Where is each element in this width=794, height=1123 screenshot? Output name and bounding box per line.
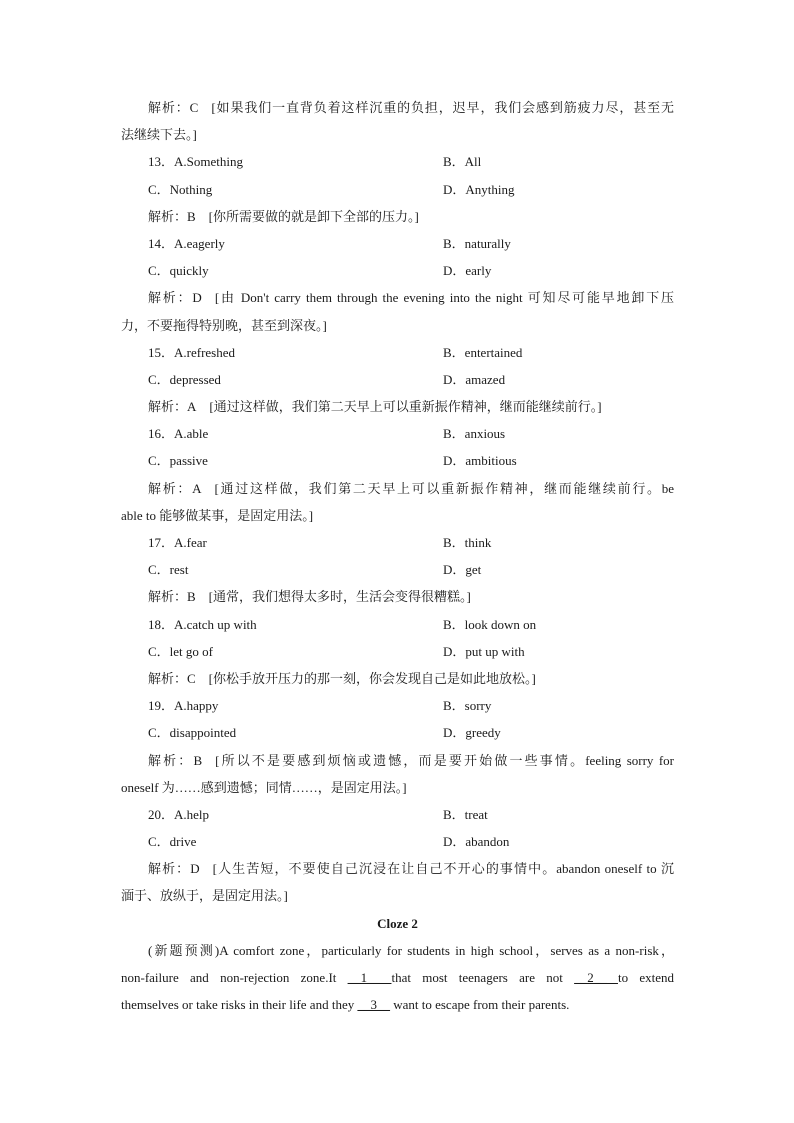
explanation-label: 解析：C (148, 670, 196, 686)
explanation-line (121, 393, 674, 420)
option-row (121, 420, 674, 447)
passage-line (121, 991, 674, 1018)
option-row (121, 366, 674, 393)
option-right: D．Anything (443, 181, 515, 197)
explanation-label: 解析：D (148, 861, 200, 877)
option-row (121, 148, 674, 175)
option-right: B．think (443, 535, 492, 550)
passage-text: themselves or take risks in their life and they (121, 997, 358, 1013)
option-left: C．Nothing (148, 181, 213, 197)
explanation-continuation: oneself 为……感到遗憾；同情……，是固定用法。] (121, 779, 407, 795)
passage-text: non-failure and non-rejection zone.It (121, 970, 348, 985)
explanation-text: [由 Don't carry them through the evening into the night 可知尽可能早地卸下压 (214, 290, 674, 306)
option-row (121, 611, 674, 638)
explanation-label: 解析：D (148, 290, 202, 306)
passage-text: want to escape from their parents. (389, 997, 570, 1013)
option-row (121, 257, 674, 284)
option-row (121, 719, 674, 746)
explanation-line (121, 94, 674, 121)
explanation-label: 解析：B (148, 752, 203, 768)
explanation-label: 解析：A (148, 480, 202, 496)
option-right: B．naturally (443, 235, 511, 251)
option-right: D．put up with (443, 643, 525, 659)
option-row (121, 339, 674, 366)
option-left: C．disappointed (148, 725, 237, 741)
option-right: D．ambitious (443, 453, 517, 469)
blank-2: __2__ (574, 970, 618, 985)
section-title: Cloze 2 (377, 915, 418, 931)
explanation-text: [如果我们一直背负着这样沉重的负担，迟早，我们会感到筋疲力尽，甚至无 (211, 100, 674, 115)
option-left: C．depressed (148, 371, 221, 387)
explanation-label: 解析：B (148, 208, 196, 224)
passage-line: (新题预测)A comfort zone，particularly for students in high school，serves as a non-risk， (148, 942, 674, 958)
passage-text: that most teenagers are not (391, 970, 575, 985)
option-right: B．All (443, 154, 482, 170)
answer-key-content (121, 94, 674, 1018)
option-row (121, 529, 674, 556)
option-row (121, 230, 674, 257)
option-right: D．amazed (443, 371, 506, 387)
explanation-line (121, 203, 674, 230)
explanation-continuation: 湎于、放纵于，是固定用法。] (121, 888, 288, 904)
passage-text: to extend (617, 970, 674, 985)
explanation-text: [你松手放开压力的那一刻，你会发现自己是如此地放松。] (208, 670, 536, 686)
option-right: D．greedy (443, 725, 501, 741)
option-left: C．rest (148, 562, 189, 578)
option-right: D．get (443, 562, 482, 578)
option-left: 18．A.catch up with (148, 616, 257, 632)
explanation-line (121, 747, 674, 774)
option-row (121, 447, 674, 474)
blank-1: __1__ (347, 970, 392, 985)
option-left: 13．A.Something (148, 154, 243, 170)
option-left: 19．A.happy (148, 698, 219, 714)
option-row (121, 828, 674, 855)
option-right: B．sorry (443, 698, 492, 714)
option-row (121, 692, 674, 719)
option-right: D．abandon (443, 834, 510, 850)
option-row (121, 176, 674, 203)
option-left: 15．A.refreshed (148, 344, 235, 360)
option-right: B．look down on (443, 616, 537, 632)
explanation-label: 解析：A (148, 399, 197, 415)
explanation-label: 解析：B (148, 589, 196, 605)
explanation-continuation: 法继续下去。] (121, 127, 197, 143)
option-left: C．passive (148, 453, 208, 469)
explanation-text: [通常，我们想得太多时，生活会变得很糟糕。] (208, 589, 471, 605)
explanation-text: [你所需要做的就是卸下全部的压力。] (208, 208, 419, 224)
option-right: D．early (443, 263, 492, 279)
explanation-continuation: 力，不要拖得特别晚，甚至到深夜。] (121, 317, 327, 333)
option-row (121, 801, 674, 828)
explanation-line (121, 583, 674, 610)
option-row (121, 556, 674, 583)
option-right: B．anxious (443, 426, 506, 442)
explanation-line (121, 475, 674, 502)
option-left: 17．A.fear (148, 535, 207, 550)
explanation-text: [通过这样做，我们第二天早上可以重新振作精神，继而能继续前行。] (209, 399, 602, 415)
explanation-text: [所以不是要感到烦恼或遗憾，而是要开始做一些事情。feeling sorry for (215, 752, 674, 768)
option-left: C．quickly (148, 263, 209, 279)
option-left: 14．A.eagerly (148, 235, 225, 251)
explanation-line (121, 855, 674, 882)
option-left: 16．A.able (148, 426, 209, 442)
explanation-continuation: able to 能够做某事，是固定用法。] (121, 507, 314, 523)
blank-3: __3__ (357, 997, 390, 1013)
explanation-text: [通过这样做，我们第二天早上可以重新振作精神，继而能继续前行。be (214, 480, 674, 496)
option-left: C．let go of (148, 643, 213, 659)
explanation-line (121, 284, 674, 311)
option-left: 20．A.help (148, 806, 210, 822)
explanation-label: 解析：C (148, 100, 199, 115)
option-right: B．treat (443, 806, 488, 822)
option-right: B．entertained (443, 344, 523, 360)
explanation-line (121, 665, 674, 692)
option-left: C．drive (148, 834, 197, 850)
option-row (121, 638, 674, 665)
explanation-text: [人生苦短，不要使自己沉浸在让自己不开心的事情中。abandon oneself to 沉 (212, 861, 674, 877)
passage-line (121, 964, 674, 991)
